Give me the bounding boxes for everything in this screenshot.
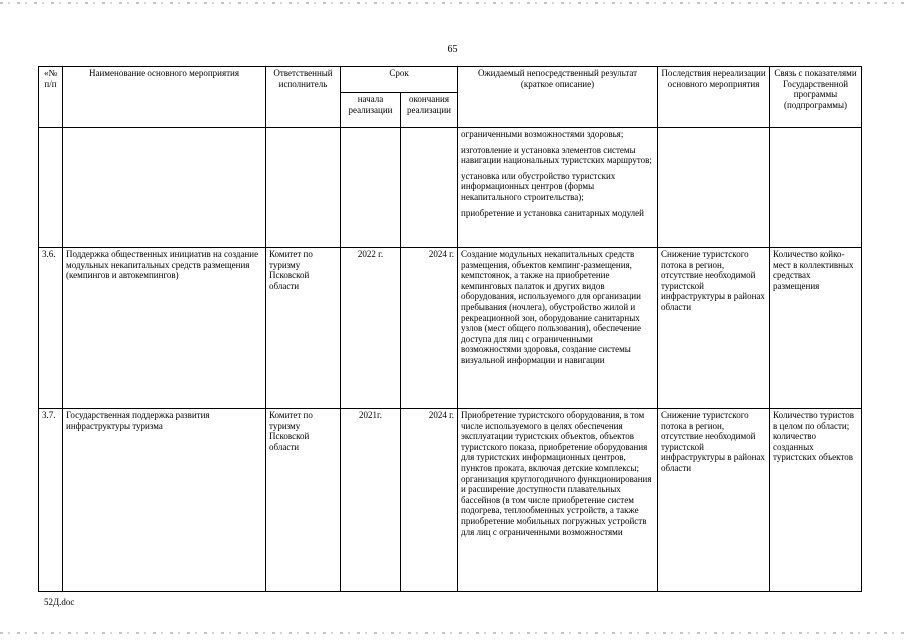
- col-result-header: Ожидаемый непосредственный результат (краткое описание): [458, 67, 658, 128]
- scan-edge-top: [0, 2, 905, 4]
- result-item: установка или обустройство туристских информационных центров (формы некапитального строительства);: [461, 170, 616, 202]
- row-consequences: Снижение туристского потока в регион, отсутствие необходимой туристской инфраструктуры в районах области: [658, 409, 770, 592]
- col-executor-header: Ответственный исполнитель: [266, 67, 341, 128]
- table-row: [39, 248, 862, 409]
- row-name: Государственная поддержка развития инфраструктуры туризма: [63, 409, 266, 592]
- col-consequences-header: Последствия нереализации основного мероприятия: [658, 67, 770, 128]
- row-end: 2024 г.: [401, 409, 458, 592]
- row-link: Количество койко-мест в коллективных средствах размещения: [770, 248, 862, 409]
- row-num: 3.6.: [39, 248, 63, 409]
- row-consequences: Снижение туристского потока в регион, отсутствие необходимой туристской инфраструктуры в районах области: [658, 248, 770, 409]
- row-end: 2024 г.: [401, 248, 458, 409]
- result-item: изготовление и установка элементов системы навигации национальных туристских маршрутов;: [461, 144, 652, 166]
- row-start: 2021г.: [341, 409, 401, 592]
- table-row-continued: [39, 128, 862, 248]
- scan-edge-bottom: [0, 632, 905, 634]
- col-start-header: начала реализации: [341, 93, 401, 128]
- activities-table: [38, 66, 862, 592]
- col-link-header: Связь с показателями Государственной программы (подпрограммы): [770, 67, 862, 128]
- row-result: Приобретение туристского оборудования, в том числе используемого в целях обеспечения эксплуатации туристских объектов, объектов туристского показа, приобретение оборудования для туристских информационных центров, пунктов проката, включая детские комплексы; организация круглогодичного функционирования и расширение доступности плавательных бассейнов (в том числе приобретение систем подогрева, теплообменных устройств, а также приобретение мобильных погружных устройств для лиц с ограниченными возможностями: [458, 409, 658, 592]
- page-number: 65: [447, 44, 458, 55]
- col-end-header: окончания реализации: [401, 93, 458, 128]
- col-name-header: Наименование основного мероприятия: [63, 67, 266, 128]
- row-link: Количество туристов в целом по области; количество созданных туристских объектов: [770, 409, 862, 592]
- row-start: 2022 г.: [341, 248, 401, 409]
- result-item: ограниченными возможностями здоровья;: [461, 129, 624, 139]
- col-term-header: Срок: [341, 67, 458, 93]
- row-name: Поддержка общественных инициатив на создание модульных некапитальных средств размещения (кемпингов и автокемпингов): [63, 248, 266, 409]
- row-executor: Комитет по туризму Псковской области: [266, 248, 341, 409]
- result-cell: [458, 128, 658, 248]
- table-row: [39, 409, 862, 592]
- result-item: приобретение и установка санитарных модулей: [461, 207, 644, 218]
- file-name-footer: 52Д.doc: [44, 597, 75, 607]
- header-row: [39, 67, 862, 93]
- row-result: Создание модульных некапитальных средств размещения, объектов кемпинг-размещения, кемпстоянок, а также на приобретение кемпинговых палаток и других видов оборудования, используемого для организации пребывания (ночлега), обустройство жилой и рекреационной зон, оборудование санитарных узлов (мест общего пользования), обеспечение доступа для лиц с ограниченными возможностями здоровья, создание системы визуальной информации и навигации: [458, 248, 658, 409]
- col-num-header: «№ п/п: [39, 67, 63, 128]
- row-num: 3.7.: [39, 409, 63, 592]
- row-executor: Комитет по туризму Псковской области: [266, 409, 341, 592]
